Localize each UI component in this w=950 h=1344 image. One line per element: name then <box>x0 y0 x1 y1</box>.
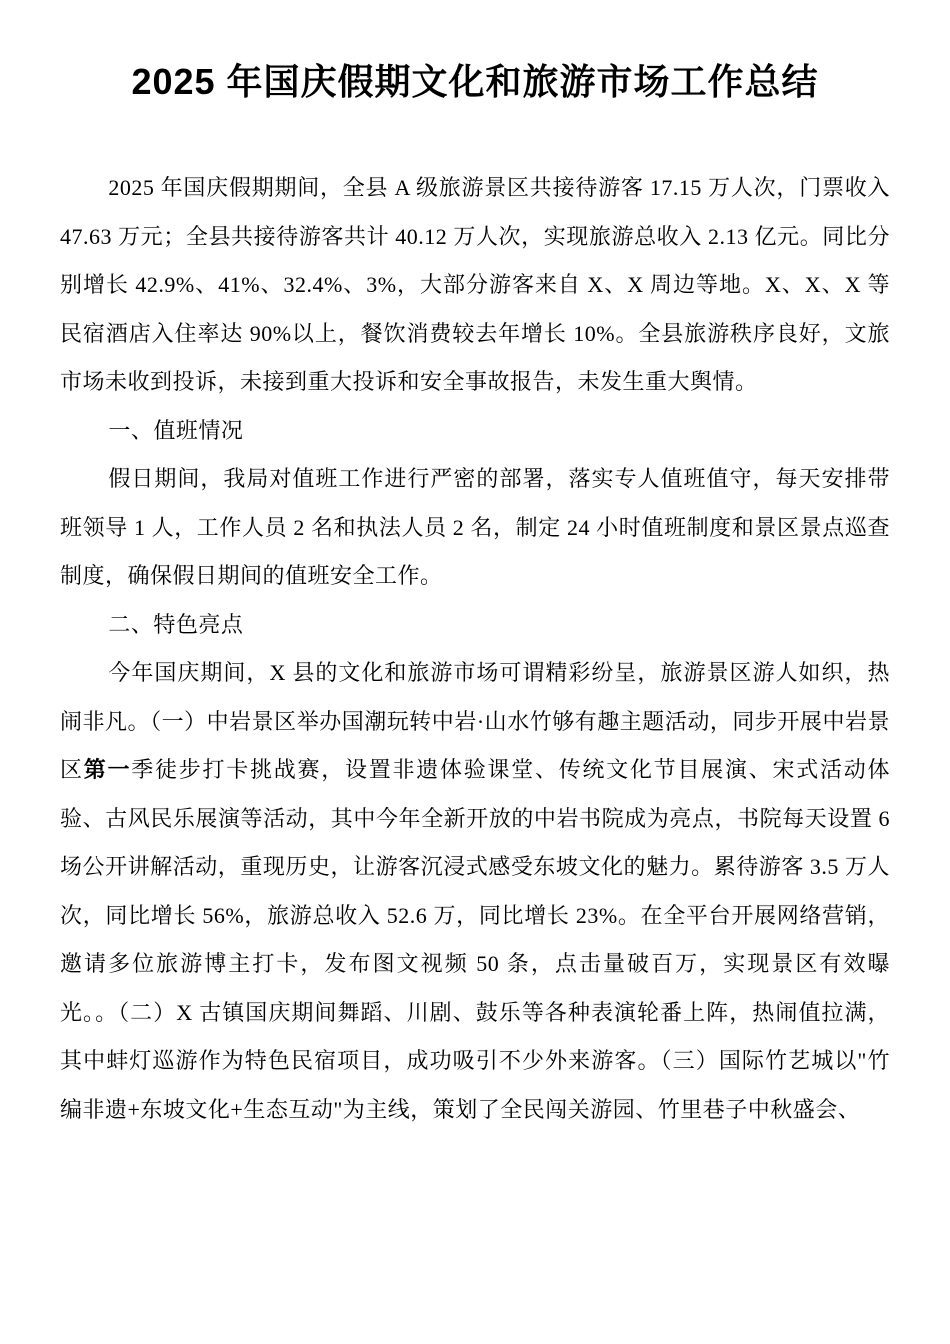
highlights-text-before-bold: 今年国庆期间，X 县的文化和旅游市场可谓精彩纷呈，旅游景区游人如织，热闹非凡。（一）中岩景区举办国潮玩转中岩·山水竹够有趣主题活动，同步开展中岩景区 <box>60 660 890 782</box>
heading-duty-status: 一、值班情况 <box>108 417 244 443</box>
highlights-bold-run: 第一 <box>83 757 132 782</box>
paragraph-overview: 2025 年国庆假期期间，全县 A 级旅游景区共接待游客 17.15 万人次，门票收入 47.63 万元；全县共接待游客共计 40.12 万人次，实现旅游总收入 2.13 亿元。同比分别增长 42.9%、41%、32.4%、3%，大部分游客来自 X、X 周边等地。X、X、X 等民宿酒店入住率达 90%以上，餐饮消费较去年增长 10%。全县旅游秩序良好，文旅市场未收到投诉，未接到重大投诉和安全事故报告，未发生重大舆情。 <box>60 175 890 394</box>
paragraph-duty-status: 假日期间，我局对值班工作进行严密的部署，落实专人值班值守，每天安排带班领导 1 人，工作人员 2 名和执法人员 2 名，制定 24 小时值班制度和景区景点巡查制度，确保假日期间的值班安全工作。 <box>60 466 890 588</box>
highlights-text-after-bold: 季徒步打卡挑战赛，设置非遗体验课堂、传统文化节目展演、宋式活动体验、古风民乐展演等活动，其中今年全新开放的中岩书院成为亮点，书院每天设置 6 场公开讲解活动，重现历史，让游客沉浸式感受东坡文化的魅力。累待游客 3.5 万人次，同比增长 56%，旅游总收入 52.6 万，同比增长 23%。在全平台开展网络营销，邀请多位旅游博主打卡，发布图文视频 50 条，点击量破百万，实现景区有效曝光。。（二）X 古镇国庆期间舞蹈、川剧、鼓乐等各种表演轮番上阵，热闹值拉满，其中蚌灯巡游作为特色民宿项目，成功吸引不少外来游客。（三）国际竹艺城以"竹编非遗+东坡文化+生态互动"为主线，策划了全民闯关游园、竹里巷子中秋盛会、 <box>60 757 890 1122</box>
document-title: 2025 年国庆假期文化和旅游市场工作总结 <box>131 61 819 102</box>
heading-feature-highlights: 二、特色亮点 <box>108 611 244 637</box>
paragraph-feature-highlights <box>60 649 890 1134</box>
